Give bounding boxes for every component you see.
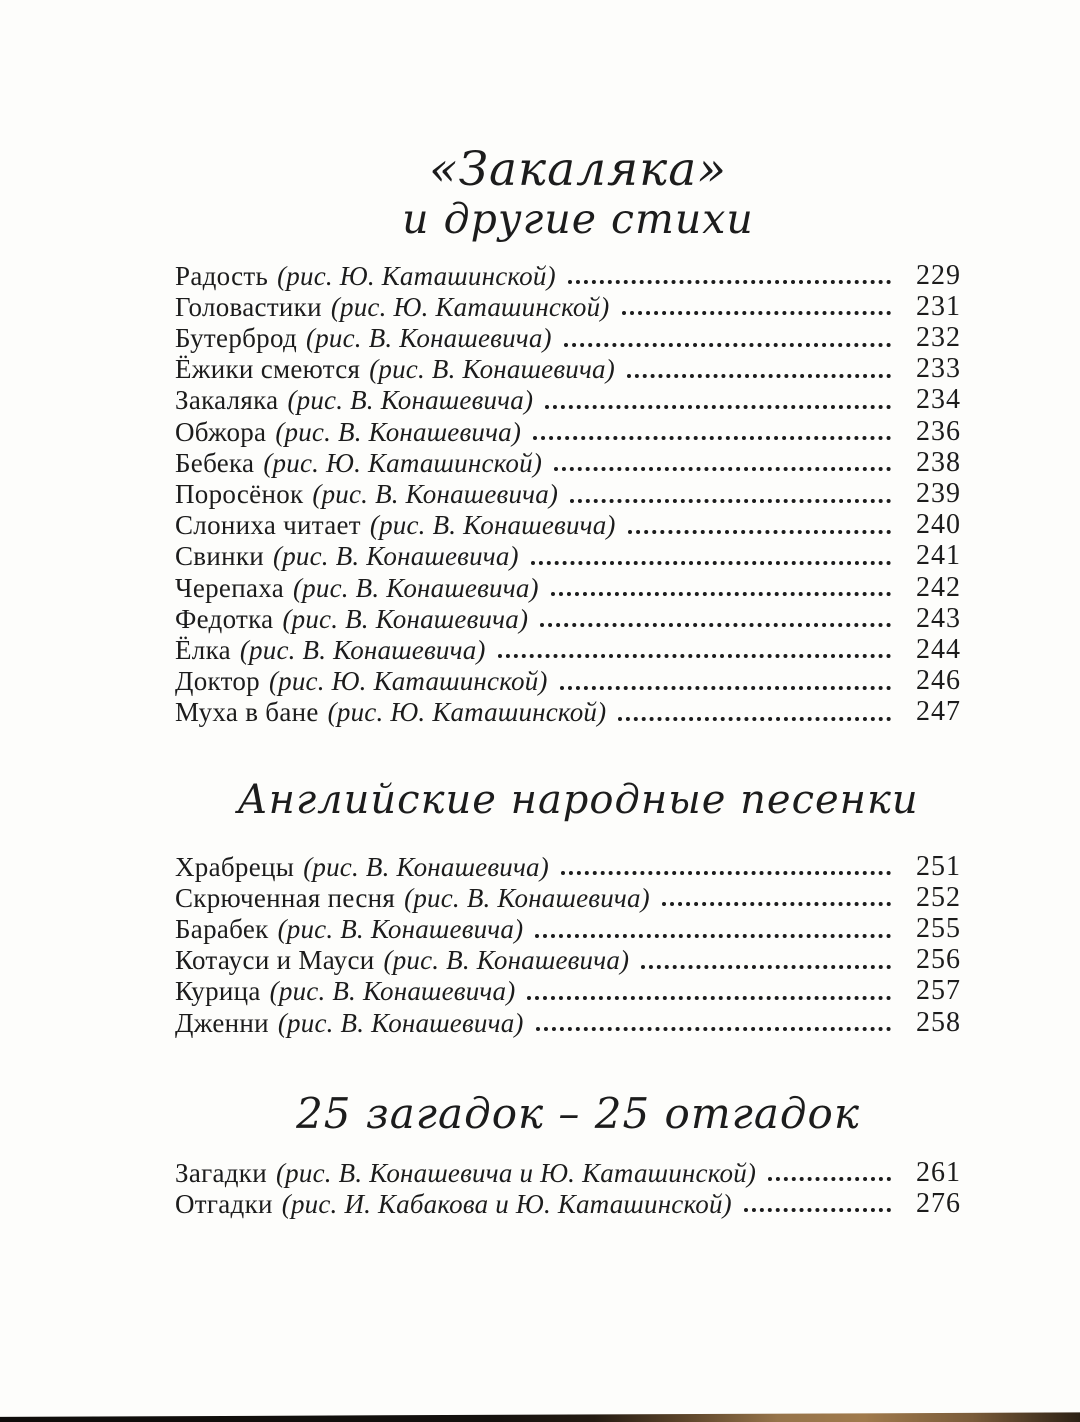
toc-entry-credit: (рис. Ю. Каташинской) xyxy=(330,291,610,322)
toc-entry-credit: (рис. В. Конашевича) xyxy=(287,385,534,416)
toc-leader-dots xyxy=(527,996,891,1000)
toc-entry xyxy=(175,944,961,978)
toc-entry-credit: (рис. В. Конашевича) xyxy=(303,851,549,882)
toc-entry xyxy=(175,353,961,387)
toc-entry-credit: (рис. В. Конашевича) xyxy=(282,603,529,634)
toc-entry xyxy=(175,571,961,605)
toc-entry-title: Федотка xyxy=(175,603,274,634)
toc-entry xyxy=(175,696,961,730)
toc-entry xyxy=(175,324,961,355)
toc-leader-dots xyxy=(536,1027,891,1031)
toc-entry xyxy=(175,259,961,293)
toc-leader-dots xyxy=(551,592,891,596)
toc-entry-credit: (рис. Ю. Каташинской) xyxy=(277,260,556,291)
toc-leader-dots xyxy=(662,902,891,906)
toc-leader-dots xyxy=(564,343,891,347)
toc-page-number: 258 xyxy=(916,1006,961,1038)
toc-page-number: 256 xyxy=(916,944,961,976)
toc-leader-dots xyxy=(554,467,891,471)
toc-entry-credit: (рис. В. Конашевича и Ю. Каташинской) xyxy=(275,1157,757,1188)
toc-leader-dots xyxy=(570,499,891,503)
toc-page-number: 236 xyxy=(916,415,961,447)
toc-entry-title: Ёжики смеются xyxy=(175,354,361,385)
toc-entry-title: Бутерброд xyxy=(175,323,298,354)
toc-entry-title: Храбрецы xyxy=(175,851,295,882)
section-heading-zakalyaka xyxy=(0,144,1080,242)
toc-page-number: 257 xyxy=(916,975,961,1007)
toc-entry-title: Курица xyxy=(175,976,261,1007)
toc-entry xyxy=(175,1187,961,1221)
toc-leader-dots xyxy=(531,561,891,565)
toc-leader-dots xyxy=(561,871,891,875)
toc-entry-title: Ёлка xyxy=(175,634,231,665)
toc-page-number: 239 xyxy=(916,477,961,509)
toc-page-number: 252 xyxy=(916,881,961,913)
toc-entry-credit: (рис. В. Конашевича) xyxy=(306,323,552,354)
toc-entry-title: Доктор xyxy=(175,666,260,697)
toc-page-number: 276 xyxy=(916,1187,961,1219)
toc-leader-dots xyxy=(535,934,891,938)
toc-entry-title: Муха в бане xyxy=(175,697,319,728)
toc-list-zakalyaka xyxy=(175,259,961,730)
toc-entry-credit: (рис. Ю. Каташинской) xyxy=(263,447,543,478)
toc-page-number: 247 xyxy=(916,696,961,728)
toc-entry-title: Радость xyxy=(175,260,269,291)
toc-entry xyxy=(175,509,961,543)
toc-entry-credit: (рис. В. Конашевича) xyxy=(383,945,630,976)
toc-page-number: 244 xyxy=(916,633,961,665)
toc-page-number: 243 xyxy=(916,602,961,634)
toc-entry-title: Слониха читает xyxy=(175,510,361,541)
toc-entry xyxy=(175,415,961,449)
section-heading-line: Английские народные песенки xyxy=(237,777,919,823)
toc-entry-credit: (рис. Ю. Каташинской) xyxy=(268,666,548,697)
toc-entry-credit: (рис. В. Конашевича) xyxy=(275,416,522,447)
toc-entry-credit: (рис. В. Конашевича) xyxy=(269,976,516,1007)
toc-page-number: 232 xyxy=(916,322,961,354)
toc-leader-dots xyxy=(768,1177,891,1181)
toc-entry xyxy=(175,881,961,915)
toc-entry xyxy=(175,602,961,636)
toc-page-number: 238 xyxy=(916,446,961,478)
section-heading-line: 25 загадок – 25 отгадок xyxy=(296,1089,860,1138)
toc-leader-dots xyxy=(498,654,891,658)
toc-entry-credit: (рис. В. Конашевича) xyxy=(292,572,539,603)
toc-page-number: 229 xyxy=(916,259,961,291)
toc-leader-dots xyxy=(627,374,891,378)
toc-entry-title: Поросёнок xyxy=(175,478,304,509)
section-heading-line: и другие стихи xyxy=(402,195,754,243)
toc-entry xyxy=(175,290,961,324)
toc-page-number: 233 xyxy=(916,353,961,385)
toc-entry-title: Закаляка xyxy=(175,385,279,416)
toc-entry-credit: (рис. В. Конашевича) xyxy=(369,354,615,385)
page-scan-edge-shadow xyxy=(0,1406,1080,1422)
toc-entry-credit: (рис. В. Конашевича) xyxy=(369,510,616,541)
toc-entry-title: Скрюченная песня xyxy=(175,882,396,913)
toc-entry-credit: (рис. В. Конашевича) xyxy=(312,478,559,509)
toc-entry-credit: (рис. В. Конашевича) xyxy=(277,1007,524,1038)
toc-page-number: 251 xyxy=(916,850,961,882)
toc-entry-credit: (рис. В. Конашевича) xyxy=(277,914,524,945)
toc-entry xyxy=(175,667,961,698)
section-heading-line: «Закаляка» xyxy=(428,142,728,197)
toc-leader-dots xyxy=(533,436,891,440)
toc-leader-dots xyxy=(568,280,891,284)
toc-entry-credit: (рис. И. Кабакова и Ю. Каташинской) xyxy=(281,1188,732,1219)
toc-entry-title: Свинки xyxy=(175,541,265,572)
toc-page-number: 231 xyxy=(916,290,961,322)
toc-leader-dots xyxy=(545,405,891,409)
toc-entry-title: Головастики xyxy=(175,291,322,322)
toc-list-riddles xyxy=(175,1156,961,1221)
toc-entry xyxy=(175,446,961,480)
toc-entry-credit: (рис. Ю. Каташинской) xyxy=(327,697,607,728)
toc-entry-title: Черепаха xyxy=(175,572,284,603)
section-heading-riddles xyxy=(0,1084,1080,1144)
toc-entry-credit: (рис. В. Конашевича) xyxy=(404,882,650,913)
toc-entry-title: Отгадки xyxy=(175,1188,273,1219)
toc-entry-title: Дженни xyxy=(175,1007,269,1038)
toc-page-number: 234 xyxy=(916,384,961,416)
toc-leader-dots xyxy=(622,311,892,315)
toc-entry xyxy=(175,1006,961,1040)
toc-entry-title: Загадки xyxy=(175,1157,267,1188)
toc-entry-title: Барабек xyxy=(175,914,269,945)
toc-page-number: 241 xyxy=(916,540,961,572)
toc-page-number: 246 xyxy=(916,665,961,697)
toc-entry-credit: (рис. В. Конашевича) xyxy=(273,541,519,572)
toc-leader-dots xyxy=(540,623,891,627)
toc-leader-dots xyxy=(744,1208,891,1212)
toc-entry xyxy=(175,633,961,667)
toc-page-number: 255 xyxy=(916,913,961,945)
toc-leader-dots xyxy=(628,530,891,534)
toc-entry-credit: (рис. В. Конашевича) xyxy=(239,634,486,665)
toc-page-number: 261 xyxy=(916,1156,961,1188)
toc-entry xyxy=(175,975,961,1009)
toc-entry xyxy=(175,1156,961,1190)
toc-leader-dots xyxy=(618,717,891,721)
toc-list-english-songs xyxy=(175,850,961,1040)
toc-entry-title: Обжора xyxy=(175,416,267,447)
toc-entry xyxy=(175,477,961,511)
toc-page-number: 242 xyxy=(916,571,961,603)
toc-entry xyxy=(175,915,961,946)
toc-entry-title: Котауси и Мауси xyxy=(175,945,375,976)
page-scan-edge xyxy=(0,1406,1080,1422)
toc-entry-title: Бебека xyxy=(175,447,255,478)
toc-leader-dots xyxy=(641,965,891,969)
section-heading-english-songs xyxy=(0,772,1080,828)
toc-leader-dots xyxy=(560,686,891,690)
toc-entry xyxy=(175,540,961,574)
toc-entry xyxy=(175,850,961,884)
toc-page-number: 240 xyxy=(916,509,961,541)
toc-entry xyxy=(175,384,961,418)
